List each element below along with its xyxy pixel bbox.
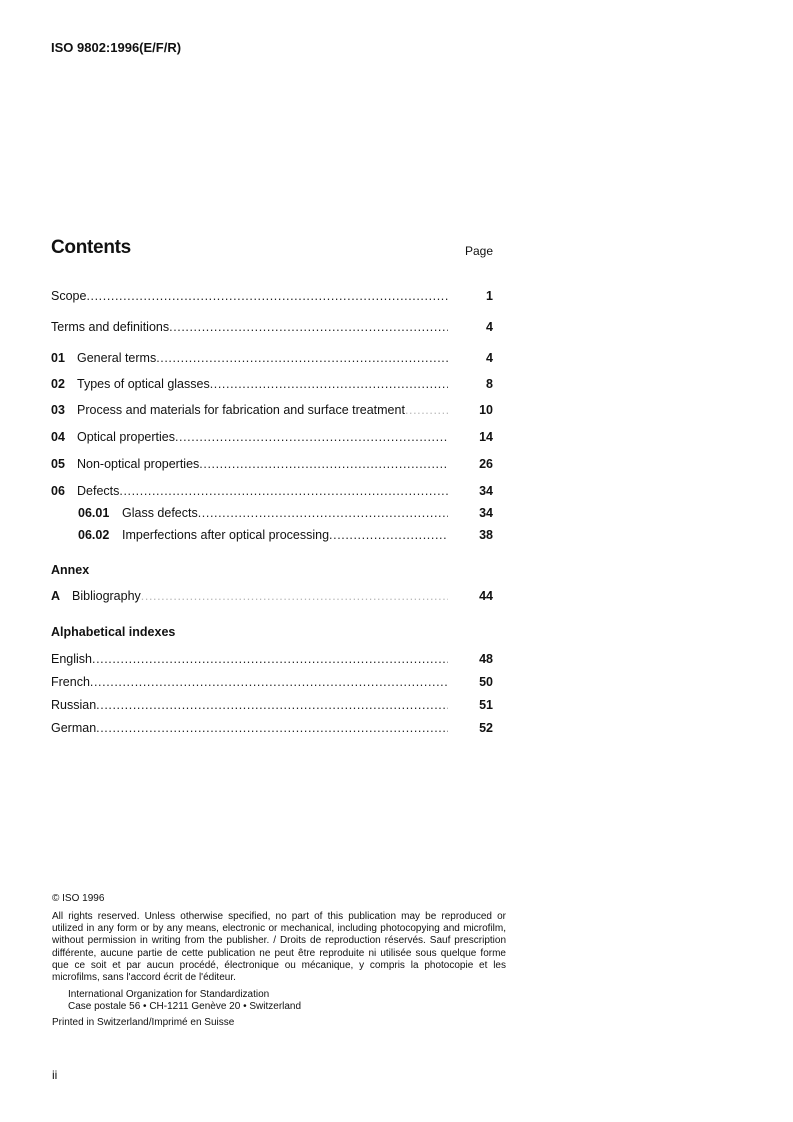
toc-entry-terms-and-definitions[interactable] [51, 318, 493, 336]
toc-entry-page: 26 [479, 457, 493, 471]
toc-entry-page: 1 [486, 289, 493, 303]
indexes-heading: Alphabetical indexes [51, 625, 176, 639]
toc-entry-04[interactable] [51, 428, 493, 446]
toc-entry-number: 02 [51, 377, 65, 391]
rights-statement: All rights reserved. Unless otherwise specified, no part of this publication may be reproduced or utilized in any form or by any means, electronic or mechanical, including photocopying and microfilm, without permission in writing from the publisher. / Droits de reproduction réservés. Sauf prescription différente, aucune partie de cette publication ne peut être reproduite ni utilisée sous quelque forme que ce soit et par aucun procédé, électronique ou mécanique, y compris la photocopie et les microfilms, sans l'accord écrit de l'éditeur. [52, 911, 506, 984]
toc-entry-page: 4 [486, 320, 493, 334]
toc-entry-page: 50 [479, 675, 493, 689]
toc-entry-label: Terms and definitions [51, 320, 170, 334]
toc-entry-number: 01 [51, 351, 65, 365]
toc-entry-page: 51 [479, 698, 493, 712]
page-title: Contents [51, 237, 131, 258]
toc-entry-label: German [51, 721, 97, 735]
toc-entry-label: Scope [51, 289, 87, 303]
toc-entry-label: Imperfections after optical processing [122, 528, 330, 542]
toc-entry-page: 14 [479, 430, 493, 444]
toc-entry-number: 04 [51, 430, 65, 444]
printed-in: Printed in Switzerland/Imprimé en Suisse [52, 1017, 235, 1028]
toc-entry-page: 8 [486, 377, 493, 391]
toc-entry-05[interactable] [51, 455, 493, 473]
annex-letter: A [51, 589, 61, 603]
toc-entry-label: Types of optical glasses [77, 377, 210, 391]
toc-entry-label: Optical properties [77, 430, 175, 444]
toc-entry-label: Process and materials for fabrication and surface treatment [77, 403, 405, 417]
organization-address: Case postale 56 • CH-1211 Genève 20 • Switzerland [68, 1001, 302, 1012]
toc-entry-01[interactable] [51, 349, 493, 367]
toc-entry-label: Glass defects [122, 506, 198, 520]
toc-entry-06-01[interactable] [78, 504, 493, 522]
toc-entry-page: 52 [479, 721, 493, 735]
toc-entry-label: Bibliography [72, 589, 141, 603]
toc-entry-page: 4 [486, 351, 493, 365]
toc-entry-page: 10 [479, 403, 493, 417]
toc-entry-label: English [51, 652, 92, 666]
toc-entry-number: 06.01 [78, 506, 110, 520]
toc-entry-number: 05 [51, 457, 65, 471]
toc-entry-06[interactable] [51, 482, 493, 500]
toc-entry-number: 06 [51, 484, 65, 498]
toc-entry-label: French [51, 675, 90, 689]
toc-entry-index-french[interactable] [51, 673, 493, 691]
toc-entry-annex-a[interactable] [51, 587, 493, 605]
copyright-notice: © ISO 1996 [52, 893, 105, 904]
toc-entry-page: 34 [479, 506, 493, 520]
toc-entry-label: Defects [77, 484, 120, 498]
toc-entry-number: 06.02 [78, 528, 110, 542]
page-column-header: Page [464, 244, 493, 258]
toc-entry-index-german[interactable] [51, 719, 493, 737]
document-id: ISO 9802:1996(E/F/R) [51, 40, 182, 55]
toc-entry-06-02[interactable] [78, 526, 493, 544]
toc-entry-page: 44 [479, 589, 493, 603]
page-number: ii [52, 1068, 58, 1082]
annex-heading: Annex [51, 563, 90, 577]
toc-entry-02[interactable] [51, 375, 493, 393]
toc-entry-03[interactable] [51, 401, 493, 419]
toc-entry-scope[interactable] [51, 287, 493, 305]
toc-entry-label: Non-optical properties [77, 457, 200, 471]
toc-entry-page: 34 [479, 484, 493, 498]
toc-entry-label: Russian [51, 698, 97, 712]
toc-entry-number: 03 [51, 403, 65, 417]
toc-entry-index-english[interactable] [51, 650, 493, 668]
toc-entry-label: General terms [77, 351, 157, 365]
organization-name: International Organization for Standardization [68, 989, 270, 1000]
toc-entry-page: 38 [479, 528, 493, 542]
toc-entry-page: 48 [479, 652, 493, 666]
toc-entry-index-russian[interactable] [51, 696, 493, 714]
